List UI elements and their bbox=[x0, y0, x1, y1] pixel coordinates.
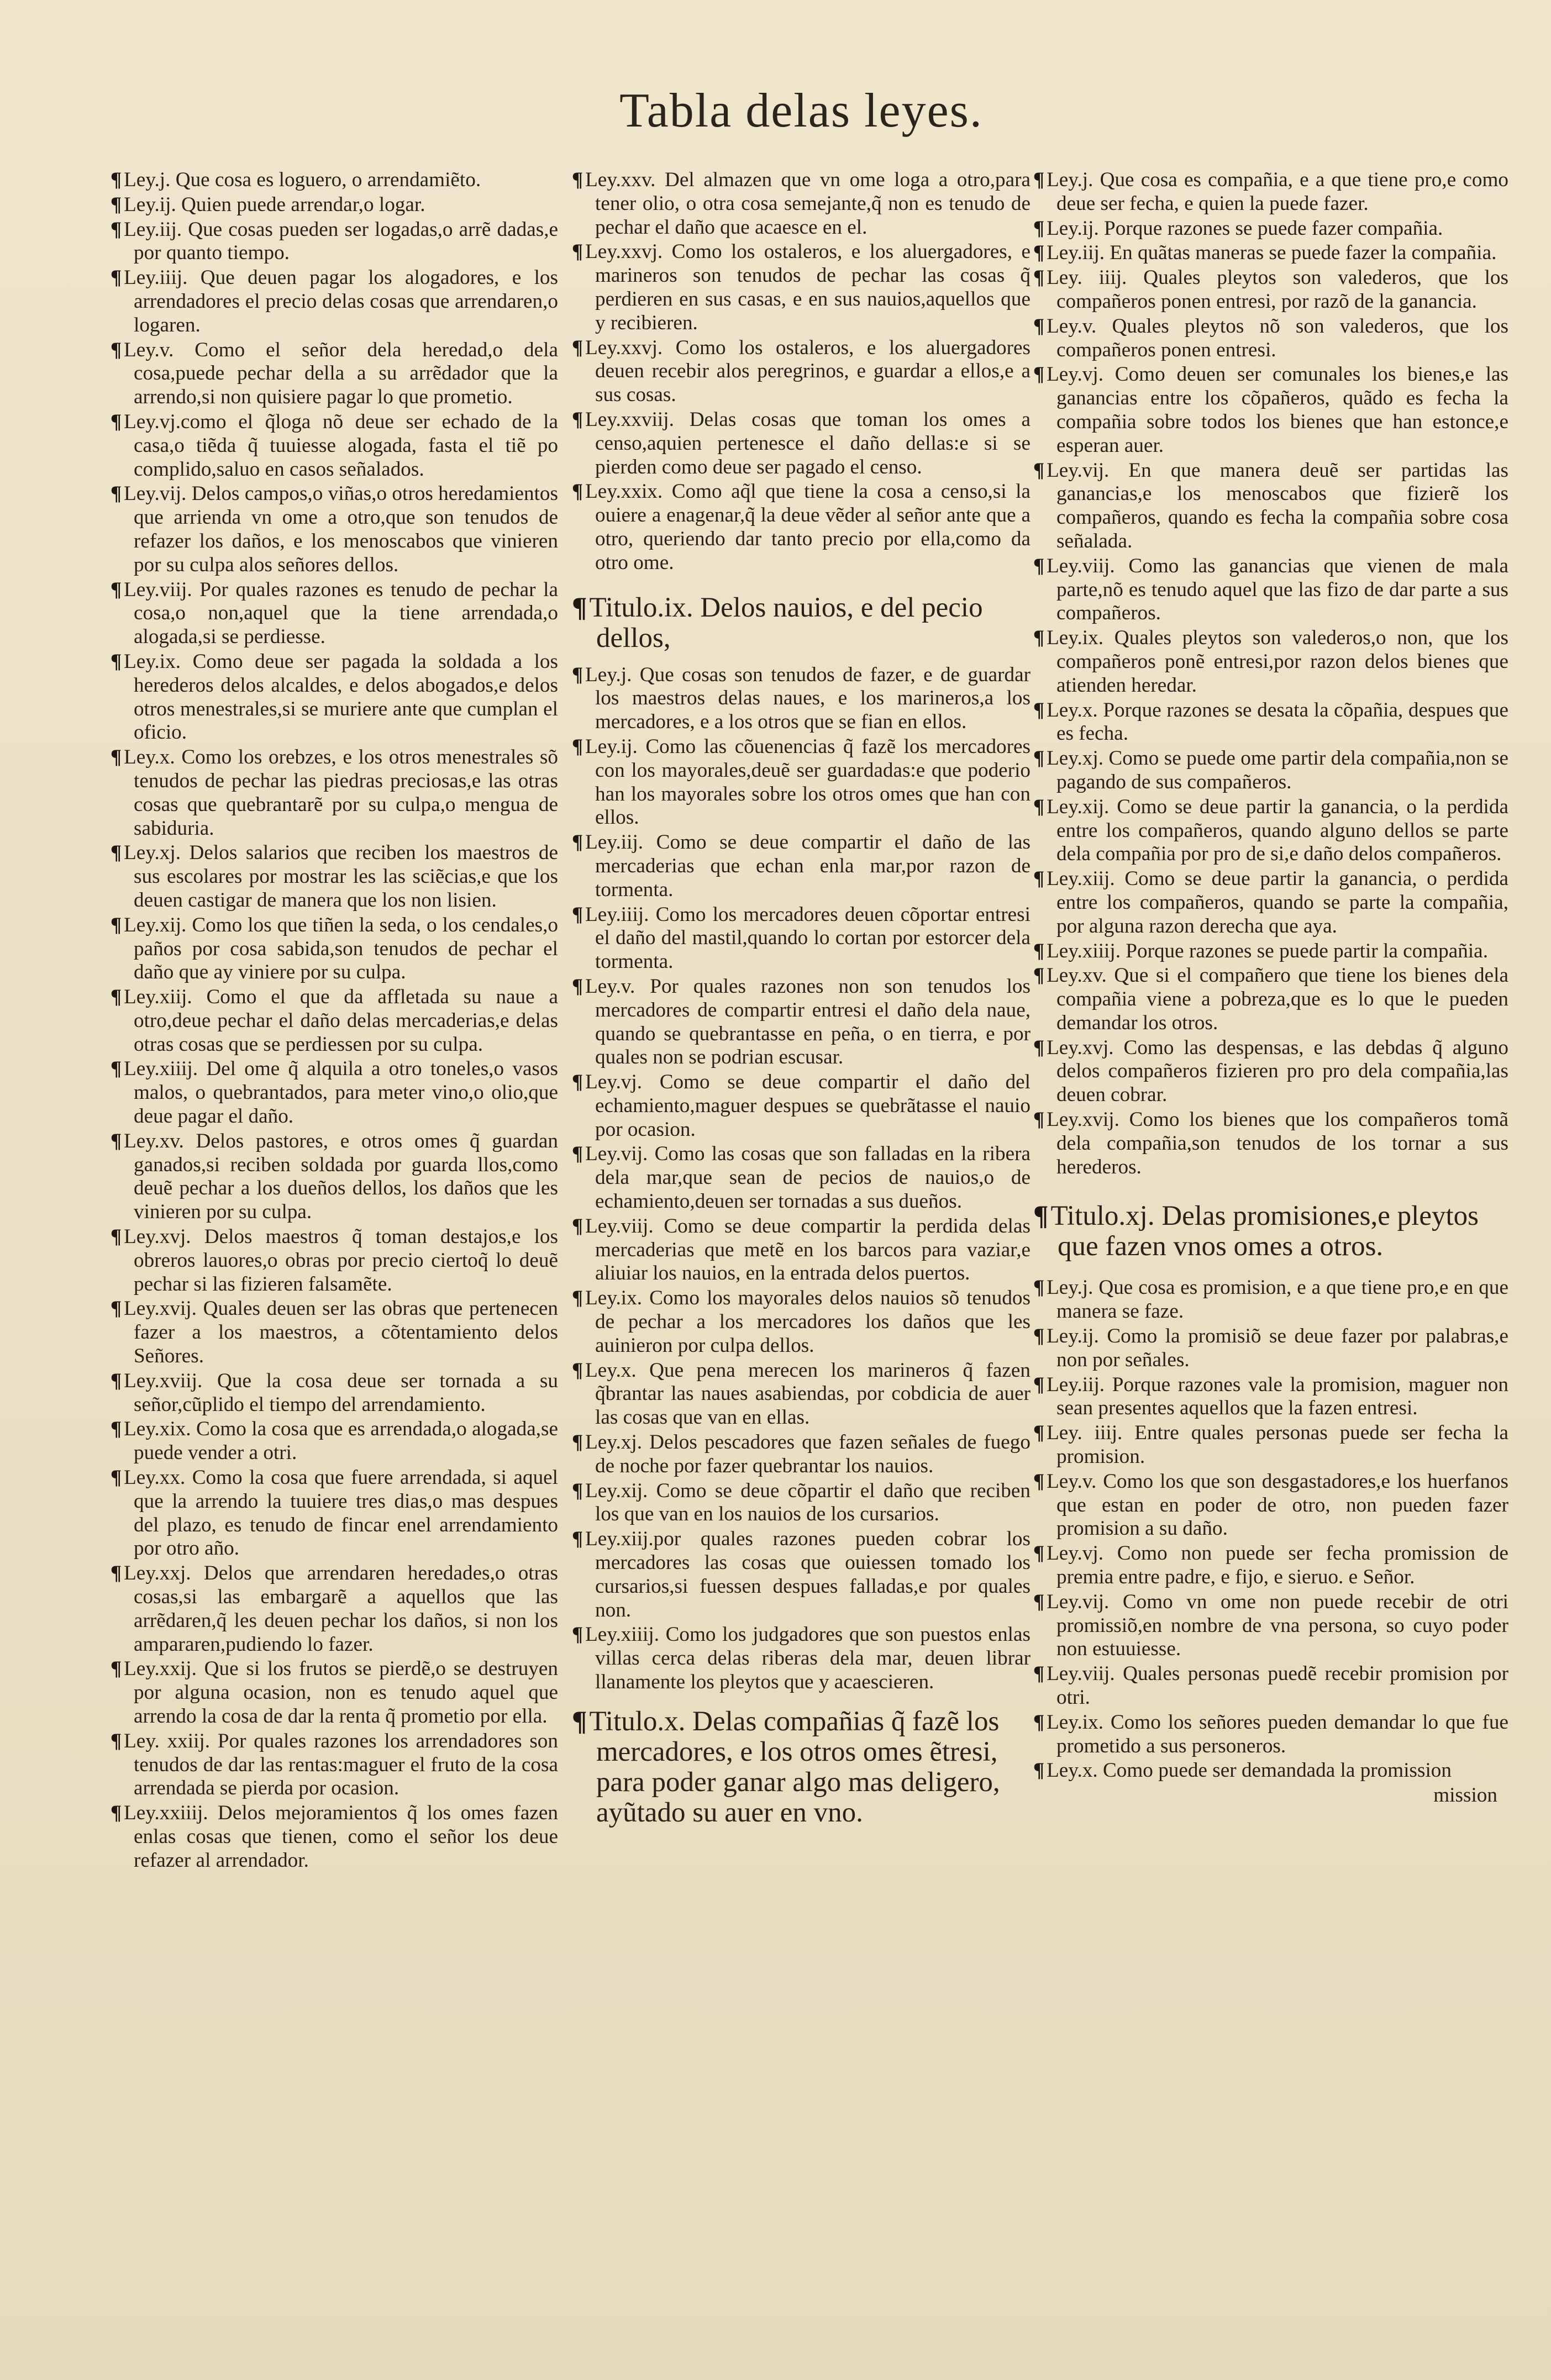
pilcrow-mark: ¶ bbox=[1033, 314, 1045, 338]
entry-text: Ley. iiij. Entre quales personas puede ser fecha la promision. bbox=[1047, 1421, 1508, 1468]
pilcrow-mark: ¶ bbox=[1033, 459, 1045, 482]
entry-text: Ley.vj.como el q̃loga nõ deue ser echado de la casa,o tiẽda q̃ tuuiesse alogada, fasta el tiẽ po complido,saluo en casos señalados. bbox=[124, 410, 558, 481]
law-entry bbox=[1033, 1373, 1508, 1421]
entry-text: Ley.ij. Quien puede arrendar,o logar. bbox=[124, 193, 425, 216]
pilcrow-mark: ¶ bbox=[111, 193, 122, 216]
law-entry bbox=[111, 914, 558, 984]
pilcrow-mark: ¶ bbox=[1033, 266, 1045, 289]
pilcrow-mark: ¶ bbox=[572, 903, 583, 926]
law-entry bbox=[572, 408, 1031, 479]
entry-text: Ley.j. Que cosa es compañia, e a que tiene pro,e como deue ser fecha, e quien la puede fazer. bbox=[1047, 169, 1508, 215]
law-entry bbox=[111, 1370, 558, 1417]
law-entry bbox=[1033, 363, 1508, 457]
heading-text: Titulo.ix. Delos nauios, e del pecio dellos, bbox=[589, 592, 983, 654]
law-entry bbox=[1033, 1276, 1508, 1324]
law-entry bbox=[1033, 315, 1508, 362]
pilcrow-mark: ¶ bbox=[1033, 1373, 1045, 1396]
pilcrow-mark: ¶ bbox=[1033, 867, 1045, 891]
pilcrow-mark: ¶ bbox=[1033, 747, 1045, 770]
heading-text: Titulo.x. Delas compañias q̃ fazẽ los mercadores, e los otros omes ẽtresi, para poder ganar algo mas deligero, ayũtado su auer en vno. bbox=[589, 1705, 1000, 1828]
pilcrow-mark: ¶ bbox=[572, 1287, 583, 1310]
pilcrow-mark: ¶ bbox=[1033, 939, 1045, 962]
law-entry bbox=[1033, 1759, 1508, 1783]
law-entry bbox=[1033, 1036, 1508, 1107]
entry-text: Ley.xix. Como la cosa que es arrendada,o alogada,se puede vender a otri. bbox=[124, 1418, 558, 1465]
section-heading bbox=[1033, 1201, 1508, 1262]
pilcrow-mark: ¶ bbox=[1033, 1108, 1045, 1131]
law-entry bbox=[572, 975, 1031, 1070]
entry-text: Ley.xj. Como se puede ome partir dela compañia,non se pagando de sus compañeros. bbox=[1047, 747, 1508, 793]
law-entry bbox=[1033, 1662, 1508, 1710]
entry-text: Ley.xxij. Que si los frutos se pierdẽ,o se destruyen por alguna ocasion, non es tenudo aquel que arrendo la cosa de dar la renta q̃ prometio por ella. bbox=[124, 1657, 558, 1728]
entry-text: Ley.ix. Como los mayorales delos nauios sõ tenudos de pechar a los mercadores los daños que les auinieron por culpa dellos. bbox=[585, 1287, 1031, 1357]
law-entry bbox=[572, 336, 1031, 407]
catchword: mission bbox=[1433, 1784, 1497, 1807]
law-entry bbox=[111, 1562, 558, 1656]
law-entry bbox=[111, 1297, 558, 1368]
pilcrow-mark: ¶ bbox=[572, 408, 583, 431]
entry-text: Ley.v. Como los que son desgastadores,e los huerfanos que estan en poder de otro, non pueden fazer promision a su daño. bbox=[1047, 1470, 1508, 1540]
law-entry bbox=[111, 266, 558, 337]
pilcrow-mark: ¶ bbox=[111, 746, 122, 769]
law-entry bbox=[111, 1466, 558, 1561]
law-entry bbox=[572, 1215, 1031, 1286]
law-entry bbox=[1033, 217, 1508, 241]
entry-text: Ley.v. Quales pleytos nõ son valederos, que los compañeros ponen entresi. bbox=[1047, 314, 1508, 361]
law-entry bbox=[1033, 1108, 1508, 1179]
pilcrow-mark: ¶ bbox=[1033, 363, 1045, 386]
pilcrow-mark: ¶ bbox=[111, 1225, 122, 1249]
law-entry bbox=[572, 1142, 1031, 1213]
entry-text: Ley.xvij. Como los bienes que los compañeros tomã dela compañia,son tenudos de los tornar a sus herederos. bbox=[1047, 1108, 1508, 1178]
law-entry bbox=[572, 1359, 1031, 1430]
pilcrow-mark: ¶ bbox=[1033, 1421, 1045, 1445]
entry-text: Ley.vj. Como deuen ser comunales los bienes,e las ganancias entre los cõpañeros, quãdo es fecha la compañia sobre todos los bienes que han estonce,e esperan auer. bbox=[1047, 363, 1508, 457]
law-entry bbox=[572, 169, 1031, 239]
entry-text: Ley.iij. En quãtas maneras se puede fazer la compañia. bbox=[1047, 241, 1497, 265]
law-entry bbox=[1033, 699, 1508, 746]
entry-text: Ley. xxiij. Por quales razones los arrendadores son tenudos de dar las rentas:maguer el fruto de la cosa arrendada se pierda por ocasion. bbox=[124, 1729, 558, 1800]
law-entry bbox=[1033, 1591, 1508, 1661]
entry-text: Ley.iiij. Como los mercadores deuen cõportar entresi el daño del mastil,quando lo cortan por estorcer dela tormenta. bbox=[585, 903, 1031, 973]
pilcrow-mark: ¶ bbox=[111, 913, 122, 936]
entry-text: Ley.xiiij. Del ome q̃ alquila a otro toneles,o vasos malos, o quebrantados, para meter vino,o olio,que deue pagar el daño. bbox=[124, 1057, 558, 1128]
pilcrow-mark: ¶ bbox=[1033, 1662, 1045, 1686]
law-entry bbox=[1033, 964, 1508, 1035]
pilcrow-mark: ¶ bbox=[572, 1214, 583, 1238]
pilcrow-mark: ¶ bbox=[111, 650, 122, 673]
pilcrow-mark: ¶ bbox=[111, 1657, 122, 1681]
pilcrow-mark: ¶ bbox=[111, 1562, 122, 1585]
entry-text: Ley. iiij. Quales pleytos son valederos, que los compañeros ponen entresi, por razõ de la ganancia. bbox=[1047, 266, 1508, 313]
pilcrow-mark: ¶ bbox=[111, 841, 122, 865]
pilcrow-mark: ¶ bbox=[572, 169, 583, 191]
entry-text: Ley.viij. Quales personas puedẽ recebir promision por otri. bbox=[1047, 1662, 1508, 1709]
entry-text: Ley.iij. Que cosas pueden ser logadas,o arrẽ dadas,e por quanto tiempo. bbox=[124, 218, 558, 265]
entry-text: Ley.xiij. Como se deue partir la ganancia, o perdida entre los compañeros, quando se parte la compañia, por alguna razon derecha que aya. bbox=[1047, 867, 1508, 938]
entry-text: Ley.j. Que cosa es promision, e a que tiene pro,e en que manera se faze. bbox=[1047, 1276, 1508, 1323]
entry-text: Ley.vj. Como se deue compartir el daño del echamiento,maguer despues se quebrãtasse el nauio por ocasion. bbox=[585, 1071, 1031, 1141]
law-entry bbox=[111, 1418, 558, 1465]
pilcrow-mark: ¶ bbox=[572, 1623, 583, 1646]
law-entry bbox=[572, 1479, 1031, 1527]
law-entry bbox=[111, 1057, 558, 1128]
law-entry bbox=[111, 986, 558, 1056]
entry-text: Ley.xv. Delos pastores, e otros omes q̃ guardan ganados,si reciben soldada por guarda llos,como deuẽ pechar a los dueños dellos, los daños que les vinieren por su culpa. bbox=[124, 1129, 558, 1224]
entry-text: Ley.xiij. Como el que da affletada su naue a otro,deue pechar el daño delas mercaderias,e delas otras cosas que se perdiessen por su culpa. bbox=[124, 986, 558, 1056]
pilcrow-mark: ¶ bbox=[572, 1528, 583, 1551]
entry-text: Ley.xiij.por quales razones pueden cobrar los mercadores las cosas que ouiessen tomado los cursarios,si fuessen despues falladas,e por quales non. bbox=[585, 1528, 1031, 1621]
law-entry bbox=[572, 735, 1031, 830]
law-entry bbox=[111, 410, 558, 481]
law-entry bbox=[572, 831, 1031, 902]
entry-text: Ley.x. Como los orebzes, e los otros menestrales sõ tenudos de pechar las piedras preciosas,e las otras cosas que quebrantarẽ por su culpa,o mengua de sabiduria. bbox=[124, 746, 558, 840]
entry-text: Ley.xj. Delos pescadores que fazen señales de fuego de noche por fazer quebrantar los nauios. bbox=[585, 1431, 1031, 1477]
pilcrow-mark: ¶ bbox=[572, 1071, 583, 1094]
law-entry bbox=[572, 1071, 1031, 1141]
law-entry bbox=[572, 480, 1031, 575]
pilcrow-mark: ¶ bbox=[1033, 964, 1045, 987]
entry-text: Ley.xxix. Como aq̃l que tiene la cosa a censo,si la ouiere a enagenar,q̃ la deue vẽder al señor ante que a otro, queriendo dar tanto precio por ella,como da otro ome. bbox=[585, 480, 1031, 574]
pilcrow-mark: ¶ bbox=[572, 480, 583, 503]
entry-text: Ley.xiiij. Como los judgadores que son puestos enlas villas cerca delas riberas dela mar, deuen librar llanamente los pleytos que y acaescieren. bbox=[585, 1623, 1031, 1694]
law-entry bbox=[572, 903, 1031, 974]
entry-text: Ley.iij. Porque razones vale la promision, maguer non sean presentes aquellos que la fazen entresi. bbox=[1047, 1373, 1508, 1420]
entry-text: Ley.ix. Como los señores pueden demandar lo que fue prometido a sus personeros. bbox=[1047, 1710, 1508, 1757]
law-entry bbox=[572, 1431, 1031, 1478]
entry-text: Ley.ij. Como la promisiõ se deue fazer por palabras,e non por señales. bbox=[1047, 1325, 1508, 1371]
entry-text: Ley.vij. Como las cosas que son falladas en la ribera dela mar,que sean de pecios de nauios,o de echamiento,deuen ser tornadas a sus dueños. bbox=[585, 1142, 1031, 1213]
law-entry bbox=[572, 664, 1031, 734]
entry-text: Ley.xxviij. Delas cosas que toman los omes a censo,aquien pertenesce el daño dellas:e si se pierden como deue ser pagado el censo. bbox=[585, 408, 1031, 478]
entry-text: Ley.x. Como puede ser demandada la promission bbox=[1047, 1759, 1452, 1782]
entry-text: Ley.iiij. Que deuen pagar los alogadores, e los arrendadores el precio delas cosas que arrendaren,o logaren. bbox=[124, 266, 558, 336]
pilcrow-mark: ¶ bbox=[1033, 1276, 1045, 1299]
law-entry bbox=[1033, 1542, 1508, 1589]
law-entry bbox=[1033, 1470, 1508, 1541]
law-entry bbox=[1033, 940, 1508, 963]
entry-text: Ley.j. Que cosas son tenudos de fazer, e de guardar los maestros delas naues, e los marineros,a los mercadores, e a los otros que se fian en ellos. bbox=[585, 663, 1031, 734]
pilcrow-mark: ¶ bbox=[1033, 1710, 1045, 1734]
pilcrow-mark: ¶ bbox=[572, 1479, 583, 1502]
pilcrow-mark: ¶ bbox=[111, 1369, 122, 1392]
pilcrow-mark: ¶ bbox=[1033, 795, 1045, 818]
pilcrow-mark: ¶ bbox=[1033, 626, 1045, 650]
entry-text: Ley.x. Que pena merecen los marineros q̃ fazen q̃brantar las naues asabiendas, por cobdicia de auer las cosas que van en ellas. bbox=[585, 1359, 1031, 1429]
law-entry bbox=[572, 1623, 1031, 1694]
pilcrow-mark: ¶ bbox=[572, 831, 583, 854]
law-entry bbox=[1033, 459, 1508, 554]
pilcrow-mark: ¶ bbox=[111, 1729, 122, 1752]
law-entry bbox=[111, 1730, 558, 1800]
entry-text: Ley.xvj. Delos maestros q̃ toman destajos,e los obreros lauores,o obras por precio ciertoq̃ lo deuẽ pechar si las fizieren falsamẽte. bbox=[124, 1225, 558, 1296]
entry-text: Ley.iij. Como se deue compartir el daño de las mercaderias que echan enla mar,por razon de tormenta. bbox=[585, 831, 1031, 901]
law-entry bbox=[1033, 266, 1508, 314]
pilcrow-mark: ¶ bbox=[111, 1129, 122, 1152]
entry-text: Ley.vj. Como non puede ser fecha promission de premia entre padre, e fijo, e sieruo. e Señor. bbox=[1047, 1542, 1508, 1589]
pilcrow-mark: ¶ bbox=[111, 218, 122, 241]
entry-text: Ley.xv. Que si el compañero que tiene los bienes dela compañia viene a pobreza,que es lo que le pueden demandar los otros. bbox=[1047, 964, 1508, 1034]
law-entry bbox=[1033, 241, 1508, 265]
law-entry bbox=[111, 1802, 558, 1872]
law-entry bbox=[1033, 1325, 1508, 1372]
pilcrow-mark: ¶ bbox=[1033, 1759, 1045, 1782]
column-3 bbox=[1033, 169, 1508, 1809]
law-entry bbox=[1033, 1711, 1508, 1758]
pilcrow-mark: ¶ bbox=[1033, 1590, 1045, 1613]
pilcrow-mark: ¶ bbox=[1033, 169, 1045, 191]
entry-text: Ley.x. Porque razones se desata la cõpañia, despues que es fecha. bbox=[1047, 698, 1508, 745]
entry-text: Ley.v. Como el señor dela heredad,o dela cosa,puede pechar della a su arrẽdador que la arrendo,si non quisiere pagar lo que prometio. bbox=[124, 338, 558, 409]
pilcrow-mark: ¶ bbox=[572, 240, 583, 264]
law-entry bbox=[111, 1130, 558, 1224]
law-entry bbox=[111, 841, 558, 912]
pilcrow-mark: ¶ bbox=[572, 735, 583, 758]
law-entry bbox=[1033, 626, 1508, 697]
entry-text: Ley.vij. En que manera deuẽ ser partidas las ganancias,e los menoscabos que fizierẽ los compañeros, quando es fecha la compañia sobre cosa señalada. bbox=[1047, 459, 1508, 552]
pilcrow-mark: ¶ bbox=[572, 1142, 583, 1166]
pilcrow-mark: ¶ bbox=[572, 663, 583, 686]
entry-text: Ley.xiiij. Porque razones se puede partir la compañia. bbox=[1047, 939, 1488, 962]
law-entry bbox=[1033, 747, 1508, 794]
pilcrow-mark: ¶ bbox=[1033, 1036, 1045, 1059]
entry-text: Ley.ix. Como deue ser pagada la soldada a los herederos delos alcaldes, e delos abogados,e delos otros menestrales,si se muriere ante que cumplan el oficio. bbox=[124, 650, 558, 744]
pilcrow-mark: ¶ bbox=[111, 169, 122, 191]
law-entry bbox=[1033, 796, 1508, 866]
law-entry bbox=[1033, 867, 1508, 938]
entry-text: Ley.j. Que cosa es loguero, o arrendamiẽto. bbox=[124, 169, 481, 191]
entry-text: Ley.v. Por quales razones non son tenudos los mercadores de compartir entresi el daño dela naue, quando se quebrantasse en peña, o en tierra, e por quales non se podrian escusar. bbox=[585, 975, 1031, 1069]
law-entry bbox=[111, 339, 558, 409]
entry-text: Ley.xij. Como se deue partir la ganancia, o la perdida entre los compañeros, quando alguno dellos se parte dela compañia por pro de si,e daño delos compañeros. bbox=[1047, 795, 1508, 866]
law-entry bbox=[111, 193, 558, 217]
entry-text: Ley.xvj. Como las despensas, e las debdas q̃ alguno delos compañeros fizieren pro pro dela compañia,las deuen cobrar. bbox=[1047, 1036, 1508, 1107]
pilcrow-mark: ¶ bbox=[111, 1297, 122, 1320]
law-entry bbox=[111, 746, 558, 840]
section-heading bbox=[572, 1707, 1031, 1828]
pilcrow-mark: ¶ bbox=[1033, 1325, 1045, 1348]
pilcrow-mark: ¶ bbox=[572, 1359, 583, 1382]
entry-text: Ley.ij. Como las cõuenencias q̃ fazẽ los mercadores con los mayorales,deuẽ ser guardadas:e que poderio han los mayorales sobre los otros omes que han con ellos. bbox=[585, 735, 1031, 829]
entry-text: Ley.ix. Quales pleytos son valederos,o non, que los compañeros ponẽ entresi,por razon delos bienes que atienden heredar. bbox=[1047, 626, 1508, 697]
entry-text: Ley.viij. Como las ganancias que vienen de mala parte,nõ es tenudo aquel que las fizo de dar parte a sus compañeros. bbox=[1047, 554, 1508, 625]
pilcrow-mark: ¶ bbox=[111, 1418, 122, 1441]
entry-text: Ley.xj. Delos salarios que reciben los maestros de sus escolares por mostrar les las sciẽcias,e que los deuen castigar de manera que los non lisien. bbox=[124, 841, 558, 912]
entry-text: Ley.ij. Porque razones se puede fazer compañia. bbox=[1047, 217, 1443, 240]
law-entry bbox=[1033, 169, 1508, 216]
entry-text: Ley.xx. Como la cosa que fuere arrendada, si aquel que la arrendo la tuuiere tres dias,o mas despues del plazo, es tenudo de fincar enel arrendamiento por otro año. bbox=[124, 1466, 558, 1560]
entry-text: Ley.xxvj. Como los ostaleros, e los aluergadores, e marineros son tenudos de pechar las cosas q̃ perdieren en sus casas, e en sus nauios,aquellos que y recibieren. bbox=[585, 240, 1031, 334]
pilcrow-mark: ¶ bbox=[1033, 698, 1045, 722]
pilcrow-mark: ¶ bbox=[111, 1802, 122, 1825]
law-entry bbox=[1033, 1421, 1508, 1469]
section-heading bbox=[572, 593, 1031, 654]
pilcrow-mark: ¶ bbox=[111, 1466, 122, 1489]
heading-text: Titulo.xj. Delas promisiones,e pleytos que fazen vnos omes a otros. bbox=[1050, 1200, 1479, 1262]
law-entry bbox=[111, 482, 558, 577]
entry-text: Ley.xvij. Quales deuen ser las obras que pertenecen fazer a los maestros, a cõtentamiento delos Señores. bbox=[124, 1297, 558, 1368]
law-entry bbox=[111, 1225, 558, 1296]
pilcrow-mark: ¶ bbox=[572, 975, 583, 998]
pilcrow-mark: ¶ bbox=[111, 410, 122, 433]
law-entry bbox=[111, 1657, 558, 1728]
law-entry bbox=[111, 650, 558, 745]
entry-text: Ley.viij. Como se deue compartir la perdida delas mercaderias que metẽ en los barcos para vaziar,e aliuiar los nauios, en la entrada delos puertos. bbox=[585, 1214, 1031, 1285]
entry-text: Ley.vij. Delos campos,o viñas,o otros heredamientos que arrienda vn ome a otro,que son tenudos de refazer los daños, e los menoscabos que vinieren por su culpa alos señores dellos. bbox=[124, 482, 558, 576]
page-title: Tabla delas leyes. bbox=[619, 84, 983, 138]
pilcrow-mark: ¶ bbox=[111, 986, 122, 1009]
pilcrow-mark: ¶ bbox=[572, 592, 587, 623]
entry-text: Ley.xij. Como se deue cõpartir el daño que reciben los que van en los nauios de los cursarios. bbox=[585, 1479, 1031, 1526]
pilcrow-mark: ¶ bbox=[111, 1057, 122, 1081]
entry-text: Ley.xxj. Delos que arrendaren heredades,o otras cosas,si las embargarẽ a aquellos que las arrẽdaren,q̃ les deuen pechar los daños, si non los ampararen,pudiendo lo fazer. bbox=[124, 1562, 558, 1656]
pilcrow-mark: ¶ bbox=[1033, 554, 1045, 577]
pilcrow-mark: ¶ bbox=[1033, 1542, 1045, 1565]
entry-text: Ley.viij. Por quales razones es tenudo de pechar la cosa,o non,aquel que la tiene arrendada,o alogada,si se perdiesse. bbox=[124, 578, 558, 649]
pilcrow-mark: ¶ bbox=[572, 1431, 583, 1454]
entry-text: Ley.xxv. Del almazen que vn ome loga a otro,para tener olio, o otra cosa semejante,q̃ non es tenudo de pechar el daño que acaesce en el. bbox=[585, 169, 1031, 239]
entry-text: Ley.xviij. Que la cosa deue ser tornada a su señor,cũplido el tiempo del arrendamiento. bbox=[124, 1369, 558, 1416]
law-entry bbox=[111, 169, 558, 192]
column-2 bbox=[572, 169, 1031, 1838]
entry-text: Ley.xxvj. Como los ostaleros, e los aluergadores deuen recebir alos peregrinos, e guardar a ellos,e a sus cosas. bbox=[585, 336, 1031, 407]
pilcrow-mark: ¶ bbox=[1033, 241, 1045, 265]
column-1 bbox=[111, 169, 558, 1874]
law-entry bbox=[111, 578, 558, 649]
entry-text: Ley.xij. Como los que tiñen la seda, o los cendales,o paños por cosa sabida,son tenudos de pechar el daño que ay viniere por su culpa. bbox=[124, 913, 558, 984]
pilcrow-mark: ¶ bbox=[1033, 1200, 1049, 1232]
law-entry bbox=[111, 218, 558, 266]
law-entry bbox=[1033, 555, 1508, 625]
pilcrow-mark: ¶ bbox=[1033, 1470, 1045, 1493]
pilcrow-mark: ¶ bbox=[1033, 217, 1045, 240]
law-entry bbox=[572, 240, 1031, 335]
law-entry bbox=[572, 1287, 1031, 1357]
pilcrow-mark: ¶ bbox=[572, 1705, 587, 1737]
pilcrow-mark: ¶ bbox=[572, 336, 583, 359]
entry-text: Ley.vij. Como vn ome non puede recebir de otri promissiõ,en nombre de vna persona, so cuyo poder non estuuiesse. bbox=[1047, 1590, 1508, 1661]
law-entry bbox=[572, 1528, 1031, 1622]
pilcrow-mark: ¶ bbox=[111, 266, 122, 289]
pilcrow-mark: ¶ bbox=[111, 338, 122, 361]
entry-text: Ley.xxiiij. Delos mejoramientos q̃ los omes fazen enlas cosas que tienen, como el señor los deue refazer al arrendador. bbox=[124, 1802, 558, 1872]
pilcrow-mark: ¶ bbox=[111, 482, 122, 506]
pilcrow-mark: ¶ bbox=[111, 578, 122, 601]
